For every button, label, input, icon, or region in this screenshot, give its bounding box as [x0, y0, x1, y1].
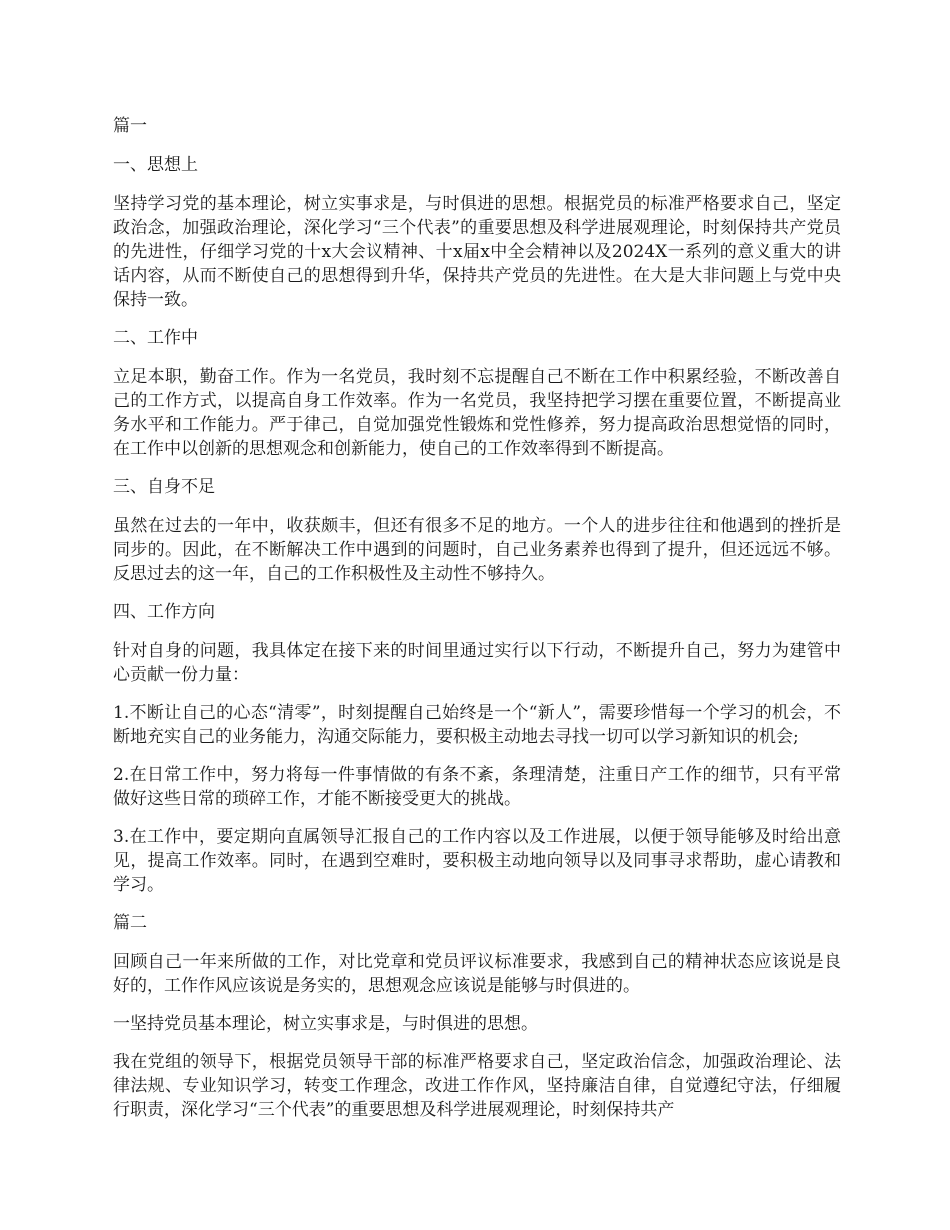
section-heading-thought: 一、思想上 [113, 155, 198, 175]
paragraph: 我在党组的领导下，根据党员领导干部的标准严格要求自己，坚定政治信念，加强政治理论、法律法规、专业知识学习，转变工作理念，改进工作作风，坚持廉洁自律，自觉遵纪守法，仔细履行职责，深化学习“三个代表”的重要思想及科学进展观理论，时刻保持共产 [113, 1052, 841, 1120]
list-item: 3.在工作中，要定期向直属领导汇报自己的工作内容以及工作进展，以便于领导能够及时给出意见，提高工作效率。同时，在遇到空难时，要积极主动地向领导以及同事寻求帮助，虚心请教和学习。 [113, 827, 841, 895]
list-item: 2.在日常工作中，努力将每一件事情做的有条不紊，条理清楚，注重日产工作的细节，只有平常做好这些日常的琐碎工作，才能不断接受更大的挑战。 [113, 765, 841, 809]
paragraph: 回顾自己一年来所做的工作，对比党章和党员评议标准要求，我感到自己的精神状态应该说是良好的，工作作风应该说是务实的，思想观念应该说是能够与时俱进的。 [113, 952, 841, 996]
section-heading-work: 二、工作中 [113, 328, 198, 348]
section-heading-part-two: 篇二 [113, 913, 147, 933]
section-heading-shortcomings: 三、自身不足 [113, 477, 215, 497]
paragraph: 坚持学习党的基本理论，树立实事求是，与时俱进的思想。根据党员的标准严格要求自己，坚定政治念，加强政治理论，深化学习“三个代表”的重要思想及科学进展观理论，时刻保持共产党员的先进性，仔细学习党的十x大会议精神、十x届x中全会精神以及2024X一系列的意义重大的讲话内容，从而不断使自己的思想得到升华，保持共产党员的先进性。在大是大非问题上与党中央保持一致。 [113, 194, 841, 310]
paragraph: 虽然在过去的一年中，收获颇丰，但还有很多不足的地方。一个人的进步往往和他遇到的挫折是同步的。因此，在不断解决工作中遇到的问题时，自己业务素养也得到了提升，但还远远不够。反思过去的这一年，自己的工作积极性及主动性不够持久。 [113, 516, 841, 584]
paragraph: 立足本职，勤奋工作。作为一名党员，我时刻不忘提醒自己不断在工作中积累经验，不断改善自己的工作方式，以提高自身工作效率。作为一名党员，我坚持把学习摆在重要位置，不断提高业务水平和工作能力。严于律己，自觉加强党性锻炼和党性修养，努力提高政治思想觉悟的同时，在工作中以创新的思想观念和创新能力，使自己的工作效率得到不断提高。 [113, 367, 841, 459]
paragraph: 一坚持党员基本理论，树立实事求是，与时俱进的思想。 [113, 1014, 538, 1034]
document-page [113, 114, 841, 1136]
section-heading-part-one: 篇一 [113, 116, 147, 136]
section-heading-direction: 四、工作方向 [113, 602, 215, 622]
paragraph: 针对自身的问题，我具体定在接下来的时间里通过实行以下行动，不断提升自己，努力为建管中心贡献一份力量： [113, 641, 841, 685]
list-item: 1.不断让自己的心态“清零”，时刻提醒自己始终是一个“新人”，需要珍惜每一个学习的机会，不断地充实自己的业务能力，沟通交际能力，要积极主动地去寻找一切可以学习新知识的机会; [113, 703, 841, 747]
